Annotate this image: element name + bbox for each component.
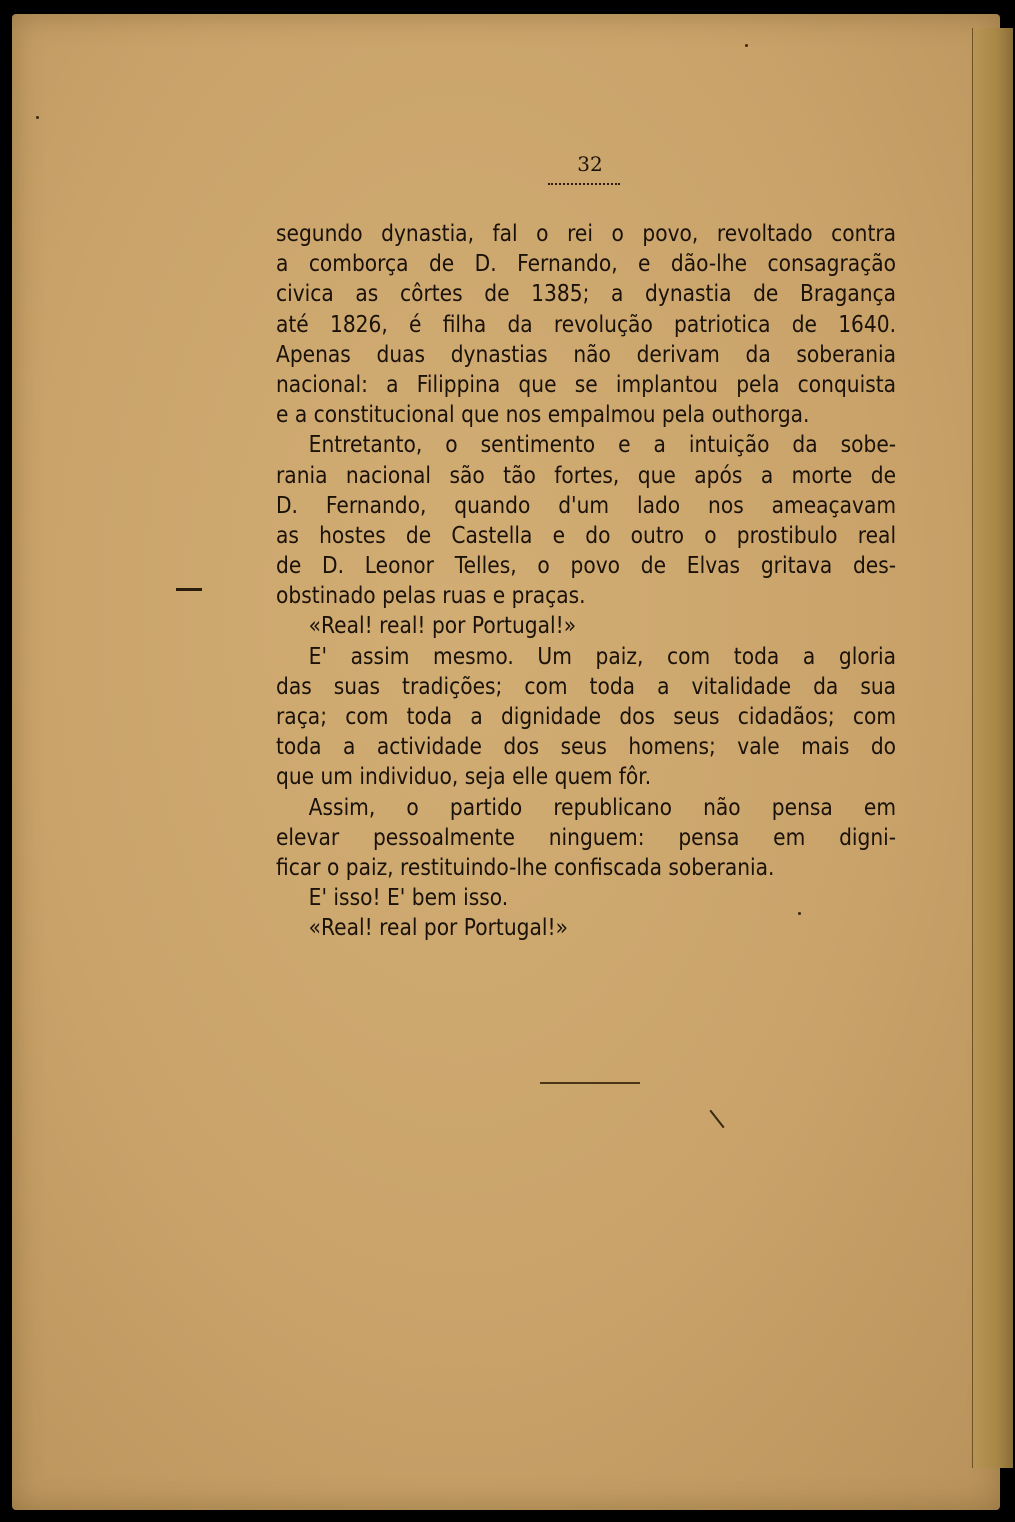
text-line-2: a comborça de D. Fernando, e dão-lhe consagração <box>276 249 897 278</box>
text-line-21: elevar pessoalmente ninguem: pensa em digni- <box>276 822 897 851</box>
text-line-13: obstinado pelas ruas e praças. <box>276 581 586 610</box>
text-line-6: nacional: a Filippina que se implantou pela conquista <box>276 369 897 398</box>
text-line-12: de D. Leonor Telles, o povo de Elvas gritava des- <box>276 551 897 580</box>
text-line-22: ficar o paiz, restituindo-lhe confiscada soberania. <box>276 852 775 881</box>
text-line-11: as hostes de Castella e do outro o prostibulo real <box>276 520 897 549</box>
paper-speck <box>745 44 748 47</box>
text-line-7: e a constitucional que nos empalmou pela outhorga. <box>276 400 810 429</box>
text-line-17: raça; com toda a dignidade dos seus cidadãos; com <box>276 702 897 730</box>
page-number-rule <box>548 183 620 185</box>
text-line-20: Assim, o partido republicano não pensa em <box>308 792 897 821</box>
page-edge <box>972 28 1013 1468</box>
text-line-24: «Real! real por Portugal!» <box>308 913 568 942</box>
text-line-10: D. Fernando, quando d'um lado nos ameaçavam <box>276 490 897 519</box>
text-line-9: rania nacional são tão fortes, que após a morte de <box>276 460 897 489</box>
text-line-19: que um individuo, seja elle quem fôr. <box>276 762 652 791</box>
text-line-8: Entretanto, o sentimento e a intuição da sobe- <box>308 430 897 459</box>
text-line-23: E' isso! E' bem isso. <box>308 883 509 912</box>
body-text <box>276 218 896 943</box>
text-line-15: E' assim mesmo. Um paiz, com toda a gloria <box>308 641 897 670</box>
text-line-18: toda a actividade dos seus homens; vale mais do <box>276 732 897 761</box>
page-number: 32 <box>577 152 603 176</box>
paper-speck <box>36 116 39 119</box>
text-line-14: «Real! real! por Portugal!» <box>308 611 577 640</box>
text-line-16: das suas tradições; com toda a vitalidade da sua <box>276 671 897 700</box>
bleed-underline-mark <box>540 1082 640 1084</box>
margin-dash-mark <box>176 588 202 591</box>
text-line-1: segundo dynastia, fal o rei o povo, revoltado contra <box>276 219 897 247</box>
text-line-3: civica as côrtes de 1385; a dynastia de Bragança <box>276 279 897 308</box>
text-line-4: até 1826, é filha da revolução patriotica de 1640. <box>276 309 897 338</box>
text-line-5: Apenas duas dynastias não derivam da soberania <box>276 339 897 368</box>
